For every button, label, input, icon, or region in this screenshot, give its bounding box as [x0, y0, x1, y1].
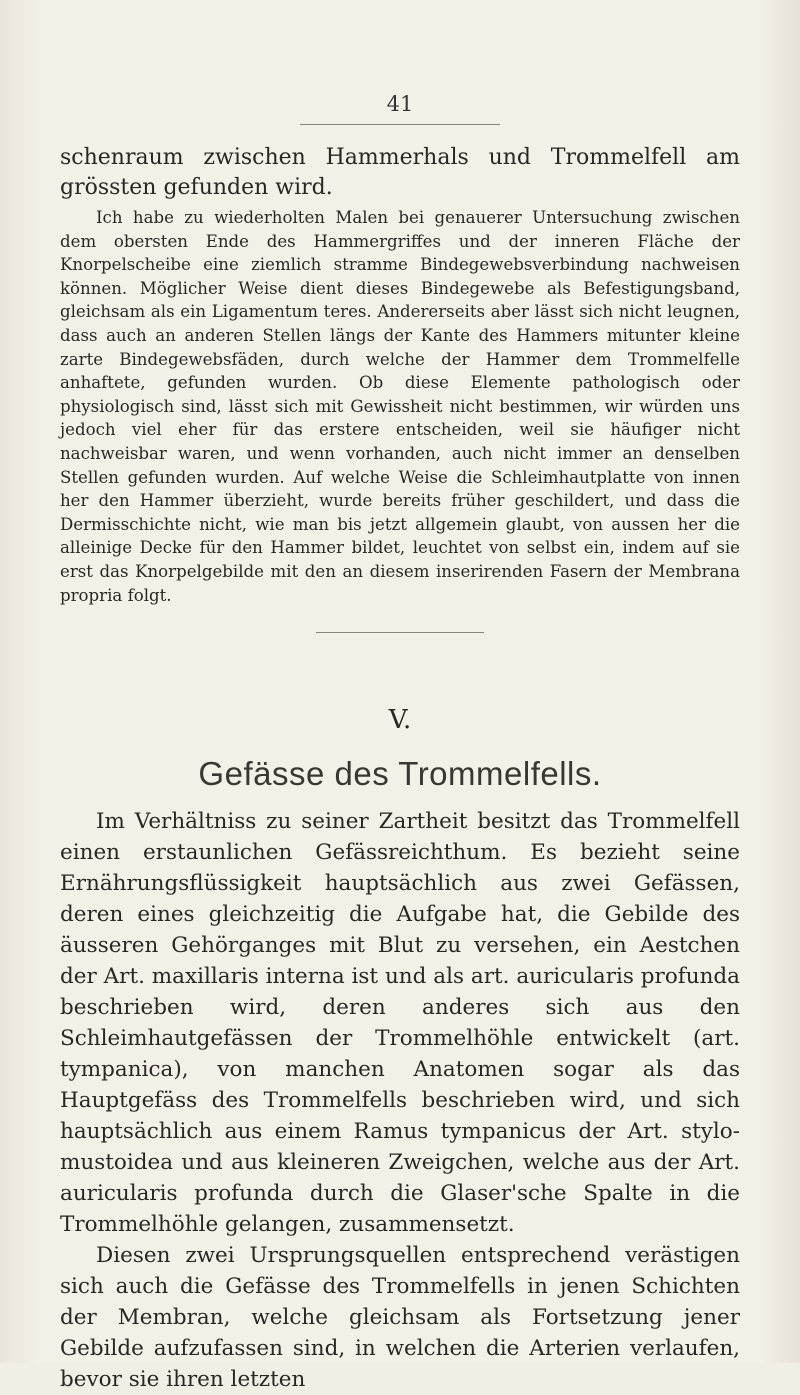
section-number: V.: [388, 705, 412, 735]
carryover-text-block: [60, 143, 740, 203]
section-divider-rule: [316, 632, 484, 633]
body-paragraph-2: Diesen zwei Ursprungsquellen entsprechend verästigen sich auch die Gefässe des Trommelfells in jenen Schichten der Membran, welche gleichsam als Fortsetzung jener Gebilde aufzufassen sind, in welchen die Arterien verlaufen, bevor sie ihren letzten: [60, 1243, 740, 1392]
page-number: 41: [386, 92, 414, 116]
body-paragraph-1: Im Verhältniss zu seiner Zartheit besitzt das Trommelfell einen erstaunlichen Gefässreichthum. Es bezieht seine Ernährungsflüssigkeit hauptsächlich aus zwei Gefässen, deren eines gleichzeitig die Aufgabe hat, die Gebilde des äusseren Gehörganges mit Blut zu versehen, ein Aestchen der Art. maxillaris interna ist und als art. auricularis profunda beschrieben wird, deren anderes sich aus den Schleimhautgefässen der Trommelhöhle entwickelt (art. tympanica), von manchen Anatomen sogar als das Hauptgefäss des Trommelfells beschrieben wird, und sich hauptsächlich aus einem Ramus tympanicus der Art. stylo-mustoidea und aus kleineren Zweigchen, welche aus der Art. auricularis profunda durch die Glaser'sche Spalte in die Trommelhöhle gelangen, zusammensetzt.: [60, 809, 740, 1237]
section-title: Gefässe des Trommelfells.: [198, 755, 602, 792]
small-print-block: [60, 206, 740, 607]
small-print-paragraph: Ich habe zu wiederholten Malen bei genauerer Untersuchung zwischen dem obersten Ende des Hammergriffes und der inneren Fläche der Knorpelscheibe eine ziemlich stramme Bindegewebsverbindung nachweisen können. Möglicher Weise dient dieses Bindegewebe als Befestigungsband, gleichsam als ein Ligamentum teres. Andererseits aber lässt sich nicht leugnen, dass auch an anderen Stellen längs der Kante des Hammers mitunter kleine zarte Bindegewebsfäden, durch welche der Hammer dem Trommelfelle anhaftete, gefunden wurden. Ob diese Elemente pathologisch oder physiologisch sind, lässt sich mit Gewissheit nicht bestimmen, wir würden uns jedoch viel eher für das erstere entscheiden, weil sie häufiger nicht nachweisbar waren, und wenn vorhanden, auch nicht immer an denselben Stellen gefunden wurden. Auf welche Weise die Schleimhautplatte von innen her den Hammer überzieht, wurde bereits früher geschildert, und dass die Dermisschichte nicht, wie man bis jetzt allgemein glaubt, von aussen her die alleinige Decke für den Hammer bildet, leuchtet von selbst ein, indem auf sie erst das Knorpelgebilde mit den an diesem inserirenden Fasern der Membrana propria folgt.: [60, 208, 740, 605]
carryover-paragraph: schenraum zwischen Hammerhals und Trommelfell am grössten gefunden wird.: [60, 145, 740, 200]
section-body: [60, 806, 740, 1395]
header-rule: [300, 124, 500, 125]
